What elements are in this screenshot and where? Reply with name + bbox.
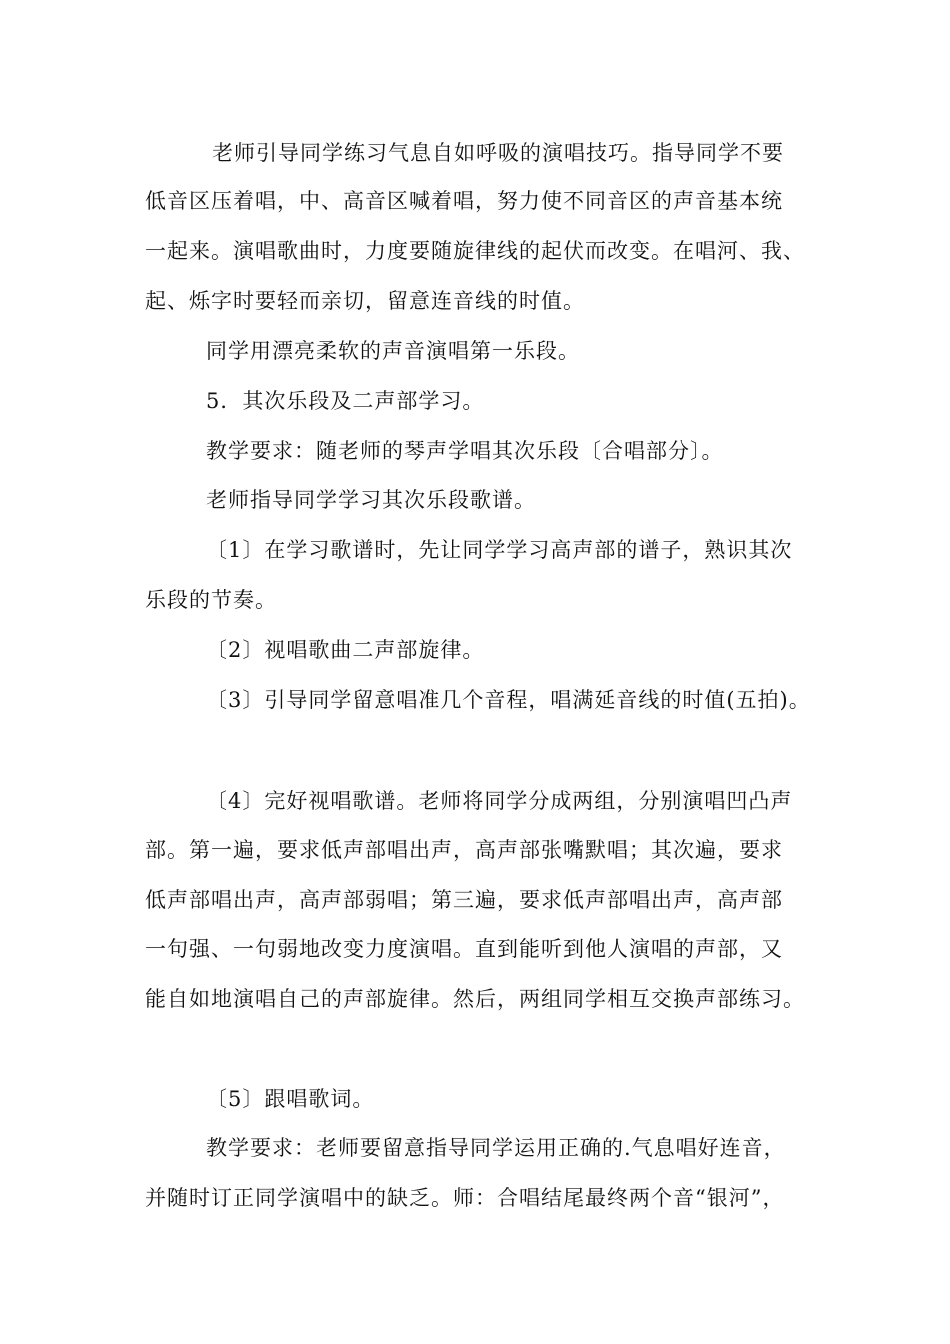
paragraph-line: 教学要求：老师要留意指导同学运用正确的.气息唱好连音， <box>206 1136 786 1160</box>
list-item-line: 〔5〕跟唱歌词。 <box>206 1087 375 1111</box>
paragraph-line: 一起来。演唱歌曲时，力度要随旋律线的起伏而改变。在唱河、我、 <box>145 239 805 263</box>
paragraph-line: 老师指导同学学习其次乐段歌谱。 <box>206 488 536 512</box>
list-item-line: 低声部唱出声，高声部弱唱；第三遍，要求低声部唱出声，高声部 <box>145 888 783 912</box>
list-item-line: 能自如地演唱自己的声部旋律。然后，两组同学相互交换声部练习。 <box>145 987 805 1011</box>
list-item-line: 〔1〕在学习歌谱时，先让同学学习高声部的谱子，熟识其次 <box>206 538 793 562</box>
list-item-line: 一句强、一句弱地改变力度演唱。直到能听到他人演唱的声部，又 <box>145 937 783 961</box>
paragraph-line: 老师引导同学练习气息自如呼吸的演唱技巧。指导同学不要 <box>212 141 784 165</box>
section-heading: 5．其次乐段及二声部学习。 <box>206 389 485 413</box>
list-item-line: 〔2〕视唱歌曲二声部旋律。 <box>206 638 485 662</box>
list-item-line: 部。第一遍，要求低声部唱出声，高声部张嘴默唱；其次遍，要求 <box>145 838 783 862</box>
list-item-line: 乐段的节奏。 <box>145 588 277 612</box>
paragraph-line: 低音区压着唱，中、高音区喊着唱，努力使不同音区的声音基本统 <box>145 189 783 213</box>
paragraph-line: 同学用漂亮柔软的声音演唱第一乐段。 <box>206 339 580 363</box>
paragraph-line: 起、烁字时要轻而亲切，留意连音线的时值。 <box>145 289 585 313</box>
paragraph-line: 教学要求：随老师的琴声学唱其次乐段〔合唱部分〕。 <box>206 439 724 463</box>
list-item-line: 〔4〕完好视唱歌谱。老师将同学分成两组，分别演唱凹凸声 <box>206 789 793 813</box>
list-item-line: 〔3〕引导同学留意唱准几个音程，唱满延音线的时值(五拍)。 <box>206 688 811 712</box>
paragraph-line: 并随时订正同学演唱中的缺乏。师：合唱结尾最终两个音“银河”， <box>145 1186 785 1210</box>
